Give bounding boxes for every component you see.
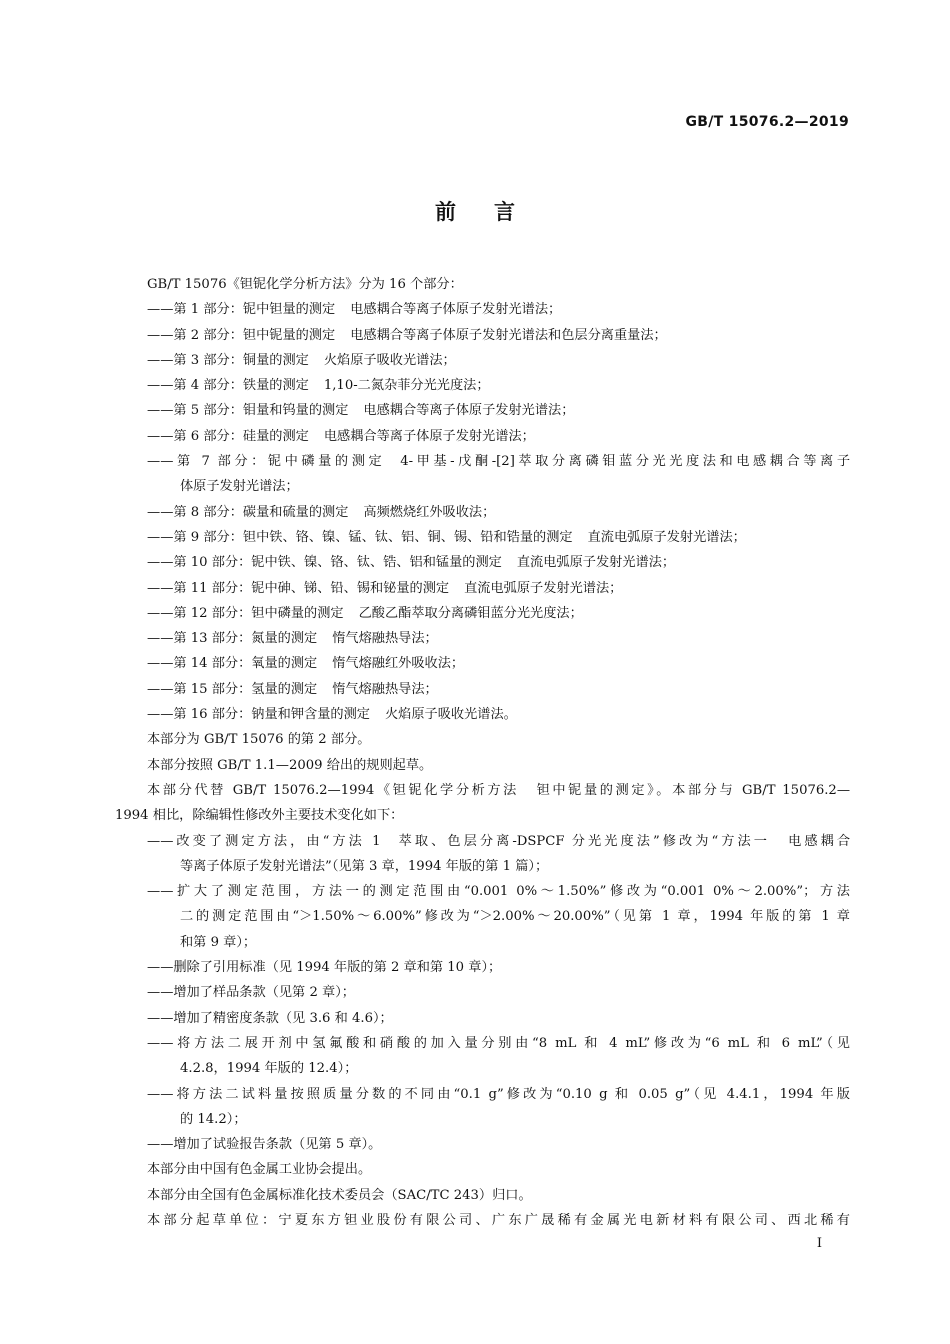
part-title: ——第 11 部分：铌中砷、锑、铅、锡和铋量的测定 xyxy=(147,580,450,596)
replace-statement-text-a: 本部分代替 GB/T 15076.2—1994《钽铌化学分析方法 xyxy=(147,782,519,798)
change-text: ——改变了测定方法，由“方法 1 xyxy=(147,833,381,849)
part-title: ——第 3 部分：铜量的测定 xyxy=(147,352,309,368)
change-item-continuation: 等离子体原子发射光谱法”（见第 3 章，1994 年版的第 1 篇）； xyxy=(180,858,549,874)
part-list-item xyxy=(115,626,850,651)
part-list-item xyxy=(115,677,850,702)
page-number: I xyxy=(816,1236,822,1251)
part-title: ——第 14 部分：氧量的测定 xyxy=(147,656,318,672)
replace-statement-text-b: 钽中铌量的测定》。本部分与 GB/T 15076.2— xyxy=(533,782,851,798)
part-title: ——第 9 部分：钽中铁、铬、镍、锰、钛、铝、铜、锡、铅和锆量的测定 xyxy=(147,529,573,545)
part-method: 电感耦合等离子体原子发射光谱法； xyxy=(323,428,535,444)
part-method: 1,10-二氮杂菲分光光度法； xyxy=(323,378,490,394)
part-method: 直流电弧原子发射光谱法； xyxy=(587,529,746,545)
part-title: ——第 15 部分：氢量的测定 xyxy=(147,681,318,697)
document-body xyxy=(115,272,850,1233)
part-list-item xyxy=(115,449,850,474)
part-method: 惰气熔融热导法； xyxy=(332,631,438,647)
part-list-item xyxy=(115,702,850,727)
part-method: 惰气熔融红外吸收法； xyxy=(332,656,465,672)
change-item-continuation: 二的测定范围由“＞1.50%～6.00%”修改为“＞2.00%～20.00%”（见第 1 章，1994 年版的第 1 章 xyxy=(180,909,850,925)
intro-paragraph: GB/T 15076《钽铌化学分析方法》分为 16 个部分： xyxy=(147,277,463,292)
part-title: ——第 13 部分：氮量的测定 xyxy=(147,631,318,647)
change-item-continuation: 和第 9 章）； xyxy=(180,934,257,950)
centralized-by-statement: 本部分由全国有色金属标准化技术委员会（SAC/TC 243）归口。 xyxy=(147,1187,532,1203)
part-list-item xyxy=(115,550,850,575)
part-title: ——第 6 部分：硅量的测定 xyxy=(147,428,309,444)
part-method: 电感耦合等离子体原子发射光谱法和色层分离重量法； xyxy=(350,327,667,343)
part-method: 火焰原子吸收光谱法。 xyxy=(384,707,517,723)
part-list-item xyxy=(115,651,850,676)
part-method: 惰气熔融热导法； xyxy=(332,681,438,697)
drafting-units-statement: 本部分起草单位：宁夏东方钽业股份有限公司、广东广晟稀有金属光电新材料有限公司、西北稀有 xyxy=(147,1212,850,1228)
part-method: 直流电弧原子发射光谱法； xyxy=(516,555,676,571)
part-title: ——第 1 部分：铌中钽量的测定 xyxy=(147,302,336,318)
part-method: 火焰原子吸收光谱法； xyxy=(323,352,456,368)
part-list-item xyxy=(115,373,850,398)
part-title: ——第 8 部分：碳量和硫量的测定 xyxy=(147,504,349,520)
part-title: ——第 10 部分：铌中铁、镍、铬、钛、锆、铝和锰量的测定 xyxy=(147,555,502,571)
change-item-line: ——增加了精密度条款（见 3.6 和 4.6）； xyxy=(147,1010,393,1026)
part-list-item xyxy=(115,348,850,373)
part-method: 电感耦合等离子体原子发射光谱法； xyxy=(363,403,575,419)
part-list-item xyxy=(115,601,850,626)
part-list-item xyxy=(115,576,850,601)
page-title: 前言 xyxy=(435,200,553,224)
replace-statement-line xyxy=(115,778,850,803)
statement-drafting-rules: 本部分按照 GB/T 1.1—2009 给出的规则起草。 xyxy=(147,757,433,773)
change-item-line xyxy=(115,829,850,854)
part-list-item xyxy=(115,323,850,348)
part-method: 乙酸乙酯萃取分离磷钼蓝分光光度法； xyxy=(358,605,583,621)
part-method: 直流电弧原子发射光谱法； xyxy=(464,580,623,596)
change-item-line: ——删除了引用标准（见 1994 年版的第 2 章和第 10 章）； xyxy=(147,960,502,976)
replace-statement-line: 1994 相比，除编辑性修改外主要技术变化如下： xyxy=(115,808,404,824)
statement-part-number: 本部分为 GB/T 15076 的第 2 部分。 xyxy=(147,732,371,748)
part-method: 高频燃烧红外吸收法； xyxy=(363,504,496,520)
change-item-line: ——增加了样品条款（见第 2 章）； xyxy=(147,985,355,1001)
change-item-line: ——将方法二试料量按照质量分数的不同由“0.1 g”修改为“0.10 g 和 0.05 g”（见 4.4.1，1994 年版 xyxy=(147,1086,850,1102)
part-title: ——第 12 部分：钽中磷量的测定 xyxy=(147,605,344,621)
part-method: 电感耦合等离子体原子发射光谱法； xyxy=(350,302,562,318)
part-title: ——第 7 部分：铌中磷量的测定 xyxy=(147,454,386,470)
part-list-item-continuation: 体原子发射光谱法； xyxy=(180,479,299,495)
change-item-line: ——增加了试验报告条款（见第 5 章）。 xyxy=(147,1137,382,1153)
part-title: ——第 5 部分：钼量和钨量的测定 xyxy=(147,403,349,419)
part-list-item xyxy=(115,500,850,525)
change-item-continuation: 的 14.2）； xyxy=(180,1111,247,1127)
part-list-item xyxy=(115,398,850,423)
part-method: 4-甲基-戊酮-[2]萃取分离磷钼蓝分光光度法和电感耦合等离子 xyxy=(400,454,851,470)
part-title: ——第 2 部分：钽中铌量的测定 xyxy=(147,327,336,343)
change-text: 电感耦合 xyxy=(785,833,851,849)
part-title: ——第 16 部分：钠量和钾含量的测定 xyxy=(147,707,370,723)
part-list-item xyxy=(115,525,850,550)
change-item-line: ——将方法二展开剂中氢氟酸和硝酸的加入量分别由“8 mL 和 4 mL”修改为“6 mL 和 6 mL”（见 xyxy=(147,1035,850,1051)
part-title: ——第 4 部分：铁量的测定 xyxy=(147,378,309,394)
change-item-line: ——扩大了测定范围，方法一的测定范围由“0.001 0%～1.50%”修改为“0.001 0%～2.00%”；方法 xyxy=(147,884,850,900)
change-item-continuation: 4.2.8，1994 年版的 12.4）； xyxy=(180,1061,358,1077)
proposed-by-statement: 本部分由中国有色金属工业协会提出。 xyxy=(147,1162,372,1178)
parts-list xyxy=(115,297,850,727)
standard-code: GB/T 15076.2—2019 xyxy=(685,114,849,130)
change-text: 萃取、色层分离-DSPCF 分光光度法”修改为“方法一 xyxy=(395,833,771,849)
part-list-item xyxy=(115,297,850,322)
part-list-item xyxy=(115,424,850,449)
